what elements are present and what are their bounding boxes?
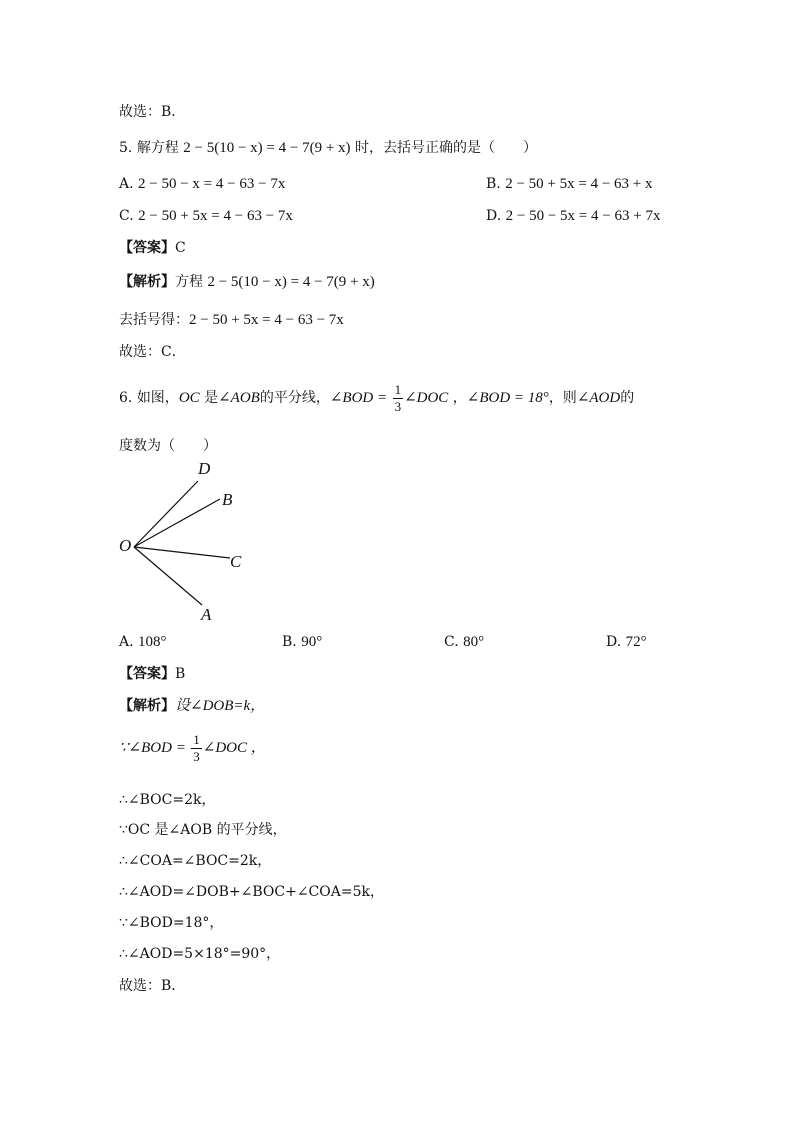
- q6-step-4: ∴∠AOD=∠DOB+∠BOC+∠COA=5k，: [119, 884, 384, 900]
- q5-analysis-equation: 2 − 5(10 − x) = 4 − 7(9 + x): [207, 274, 375, 290]
- q5-analysis: [119, 272, 375, 292]
- q6-because-1-head: ∵∠BOD =: [119, 740, 186, 756]
- q5-conclusion: 故选：C．: [119, 344, 186, 360]
- q4-conclusion: 故选：B．: [119, 104, 186, 120]
- q5-option-d-text: 2 − 50 − 5x = 4 − 63 + 7x: [505, 208, 661, 224]
- q6-analysis-first: 设∠DOB=k，: [175, 698, 266, 714]
- ray-ob: [134, 499, 220, 547]
- q6-because-1-fraction-den: 3: [193, 748, 200, 764]
- q6-stem: [119, 380, 634, 416]
- q6-answer-value: B: [175, 666, 186, 682]
- q5-option-b-label: B.: [486, 176, 501, 192]
- q6-analysis-tag: 【解析】: [119, 698, 175, 714]
- q5-option-d: [486, 206, 660, 226]
- q6-number: 6.: [119, 390, 133, 406]
- q5-option-a-label: A.: [119, 176, 134, 192]
- q6-option-c: [444, 632, 484, 652]
- label-o: O: [119, 536, 132, 555]
- q5-option-c-text: 2 − 50 + 5x = 4 − 63 − 7x: [138, 208, 293, 224]
- q6-stem-d: ，则: [548, 390, 577, 406]
- q5-step-label: 去括号得：: [119, 312, 189, 328]
- q5-answer-tag: 【答案】: [119, 240, 175, 256]
- q6-option-a-text: 108°: [138, 634, 167, 650]
- q6-fraction: [393, 382, 404, 415]
- q6-stem-c: 的平分线，: [259, 390, 330, 406]
- q5-option-c-label: C.: [119, 208, 134, 224]
- q5-stem-suffix: 时，去括号正确的是（ ）: [355, 140, 537, 156]
- q6-because-1-fraction-num: 1: [193, 731, 200, 747]
- q6-option-c-label: C.: [444, 634, 459, 650]
- q6-option-b-label: B.: [282, 634, 297, 650]
- q6-step-3: ∴∠COA=∠BOC=2k，: [119, 853, 272, 869]
- q6-option-c-text: 80°: [463, 634, 485, 650]
- q5-option-d-label: D.: [486, 208, 502, 224]
- q6-bod-value: ∠BOD = 18°: [466, 390, 549, 406]
- q5-number: 5.: [119, 140, 133, 156]
- q5-step: [119, 310, 344, 330]
- q6-stem-e: 的: [620, 390, 635, 406]
- q6-step-5: ∵∠BOD=18°，: [119, 915, 224, 931]
- q5-stem-prefix: 解方程: [136, 140, 179, 156]
- q6-option-d-label: D.: [606, 634, 622, 650]
- ray-oa: [134, 547, 202, 605]
- q5-answer: [119, 238, 186, 258]
- q6-option-a-label: A.: [119, 634, 134, 650]
- q6-step-1: ∴∠BOC=2k，: [119, 792, 216, 808]
- q6-oc: OC: [178, 390, 200, 406]
- q6-option-d-text: 72°: [625, 634, 647, 650]
- q6-because-1-tail: ∠DOC ，: [202, 740, 266, 756]
- q6-bod-eq: ∠BOD =: [329, 390, 388, 406]
- label-b: B: [222, 490, 233, 509]
- q6-because-1: [119, 730, 266, 766]
- label-d: D: [198, 459, 211, 478]
- q6-aod: ∠AOD: [576, 390, 621, 406]
- q6-option-a: [119, 632, 167, 652]
- q5-stem: [119, 138, 537, 158]
- q6-stem-line2: 度数为（ ）: [119, 438, 217, 454]
- ray-od: [134, 481, 198, 547]
- q5-analysis-tag: 【解析】: [119, 274, 175, 290]
- ray-oc: [134, 547, 230, 558]
- q6-because-1-fraction: [191, 732, 202, 765]
- q6-comma: ，: [452, 390, 467, 406]
- q6-stem-b: 是: [204, 390, 219, 406]
- q5-option-b-text: 2 − 50 + 5x = 4 − 63 + x: [505, 176, 653, 192]
- q6-stem-a: 如图，: [136, 390, 179, 406]
- q6-fraction-num: 1: [394, 381, 402, 397]
- q6-step-2: ∵OC 是∠AOB 的平分线，: [119, 822, 287, 838]
- q6-aob: ∠AOB: [218, 390, 260, 406]
- q5-option-a-text: 2 − 50 − x = 4 − 63 − 7x: [138, 176, 286, 192]
- q5-option-c: [119, 206, 293, 226]
- q6-analysis: [119, 696, 265, 716]
- q5-analysis-prefix: 方程: [175, 274, 203, 290]
- q6-answer: [119, 664, 185, 684]
- q6-option-b-text: 90°: [301, 634, 323, 650]
- q5-option-a: [119, 174, 285, 194]
- q6-figure: [110, 455, 260, 630]
- q6-option-d: [606, 632, 647, 652]
- q6-step-6: ∴∠AOD=5×18°=90°，: [119, 946, 281, 962]
- q6-answer-tag: 【答案】: [119, 666, 175, 682]
- q5-step-equation: 2 − 50 + 5x = 4 − 63 − 7x: [189, 312, 344, 328]
- q5-answer-value: C: [175, 240, 186, 256]
- q6-conclusion: 故选：B．: [119, 978, 186, 994]
- q6-fraction-den: 3: [394, 398, 402, 414]
- q5-equation: 2 − 5(10 − x) = 4 − 7(9 + x): [183, 140, 351, 156]
- label-c: C: [230, 552, 242, 571]
- q6-doc: ∠DOC: [404, 390, 449, 406]
- q6-option-b: [282, 632, 322, 652]
- q5-option-b: [486, 174, 653, 194]
- label-a: A: [201, 605, 212, 624]
